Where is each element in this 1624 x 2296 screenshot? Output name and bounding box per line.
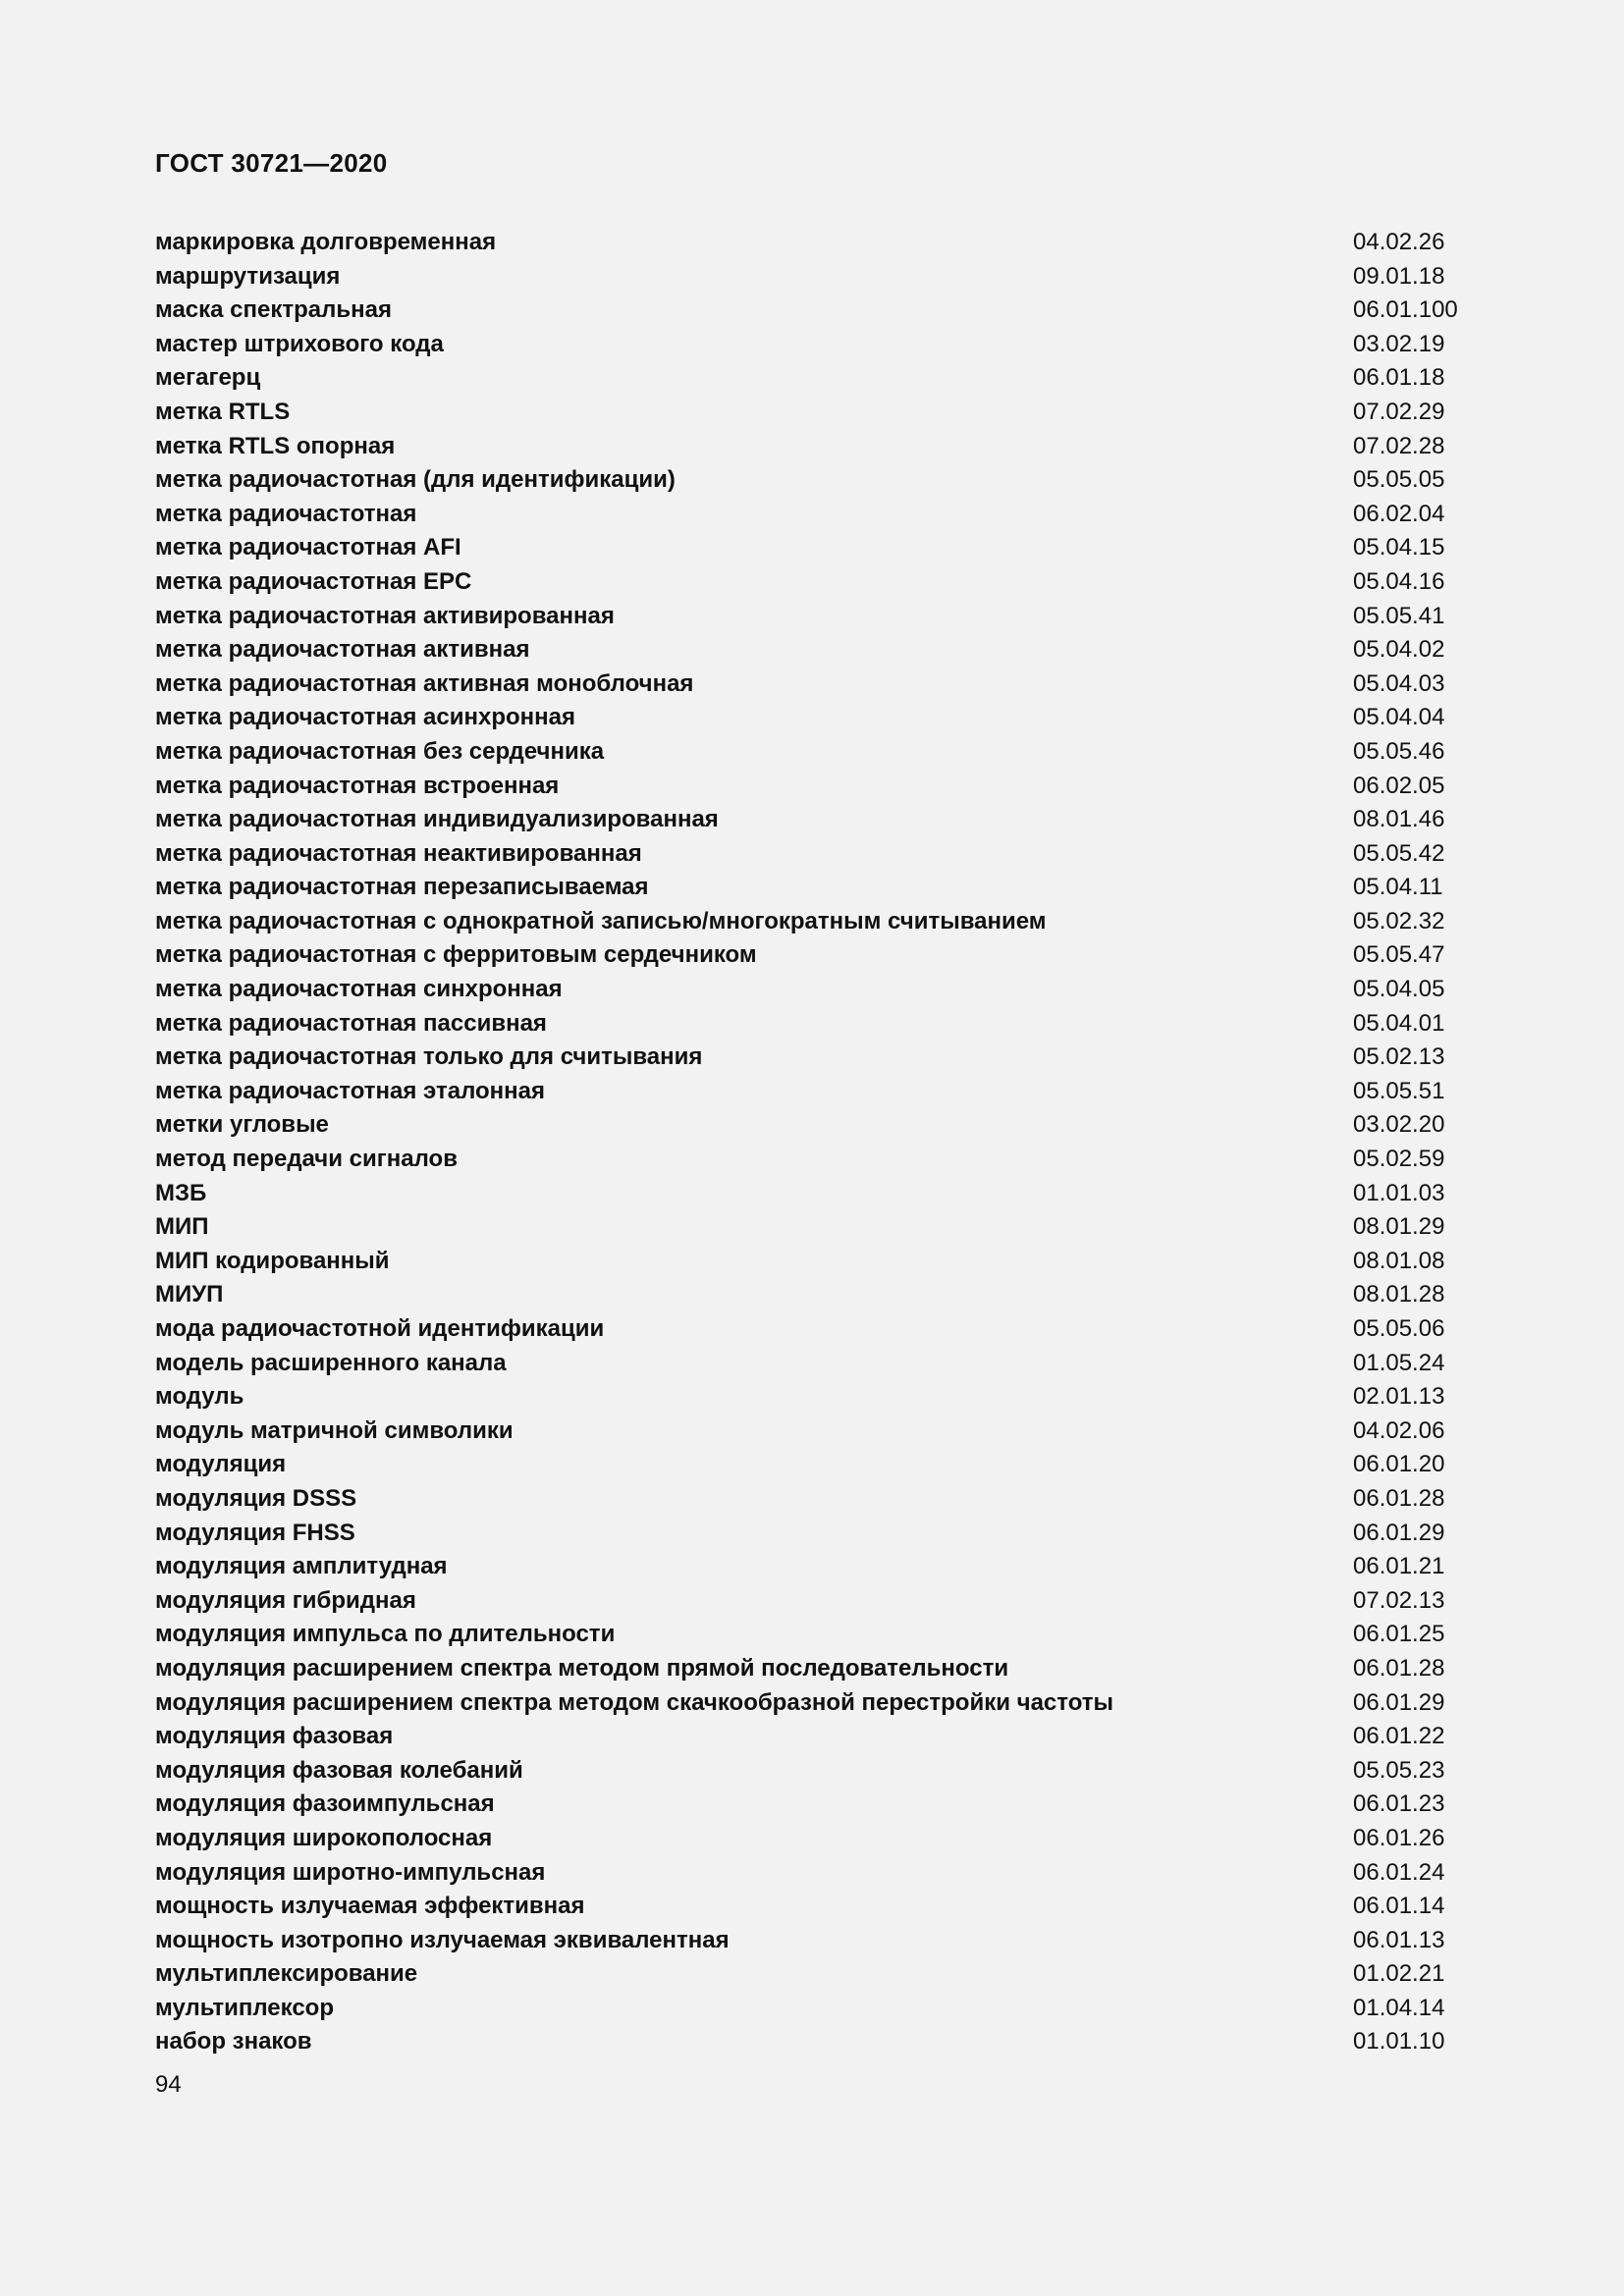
term-name: маркировка долговременная	[155, 229, 497, 255]
term-name: модуляция расширением спектра методом скачкообразной перестройки частоты	[155, 1688, 1114, 1716]
term-name: МИП	[155, 1213, 209, 1241]
term-name: модуляция фазоимпульсная	[155, 1790, 495, 1818]
term-code: 05.04.16	[1353, 567, 1445, 595]
term-name: метка радиочастотная перезаписываемая	[155, 874, 649, 901]
index-entry	[155, 973, 1471, 1007]
term-name: модуляция	[155, 1451, 287, 1478]
term-name: метка RTLS	[155, 398, 291, 425]
term-code: 05.05.46	[1353, 737, 1445, 765]
index-entry	[155, 294, 1471, 328]
term-code: 09.01.18	[1353, 262, 1445, 290]
index-entry	[155, 905, 1471, 939]
index-entry	[155, 938, 1471, 973]
term-code: 05.05.51	[1353, 1077, 1445, 1104]
index-entry	[155, 531, 1471, 565]
term-name: модуль	[155, 1383, 244, 1411]
term-code: 05.04.05	[1353, 976, 1445, 1003]
index-entry	[155, 396, 1471, 430]
index-entry	[155, 1720, 1471, 1754]
term-name: метка радиочастотная	[155, 500, 417, 527]
term-code: 08.01.46	[1353, 806, 1445, 833]
term-code: 01.01.03	[1353, 1179, 1445, 1206]
index-entry	[155, 1652, 1471, 1686]
term-code: 06.01.25	[1353, 1621, 1445, 1648]
index-entry	[155, 1347, 1471, 1381]
term-name: метка радиочастотная эталонная	[155, 1077, 545, 1104]
term-code: 06.01.18	[1353, 364, 1445, 392]
term-name: метка радиочастотная неактивированная	[155, 839, 642, 867]
index-entry	[155, 1788, 1471, 1822]
term-code: 05.04.04	[1353, 704, 1445, 731]
index-entry	[155, 871, 1471, 905]
index-entry	[155, 1618, 1471, 1652]
index-entry	[155, 430, 1471, 464]
index-entry	[155, 667, 1471, 702]
term-code: 05.05.41	[1353, 602, 1445, 629]
index-entry	[155, 600, 1471, 634]
term-code: 06.01.29	[1353, 1688, 1445, 1716]
term-code: 05.05.23	[1353, 1756, 1445, 1784]
index-entry	[155, 1007, 1471, 1041]
term-name: модуляция расширением спектра методом прямой последовательности	[155, 1654, 1009, 1682]
index-entry	[155, 633, 1471, 667]
term-code: 06.01.13	[1353, 1926, 1445, 1953]
index-entry	[155, 1686, 1471, 1721]
term-code: 06.01.24	[1353, 1858, 1445, 1886]
term-name: набор знаков	[155, 2028, 312, 2056]
term-code: 06.01.26	[1353, 1824, 1445, 1851]
index-entry	[155, 701, 1471, 735]
term-name: модуляция широтно-импульсная	[155, 1858, 546, 1886]
index-entry	[155, 1448, 1471, 1482]
term-name: метка радиочастотная активная	[155, 636, 530, 664]
index-entry	[155, 1177, 1471, 1211]
index-entry	[155, 770, 1471, 804]
index-entry	[155, 1856, 1471, 1891]
index-entry	[155, 1584, 1471, 1619]
term-name: метка радиочастотная AFI	[155, 534, 461, 561]
term-name: модуль матричной символики	[155, 1416, 514, 1444]
term-code: 06.01.14	[1353, 1893, 1445, 1920]
term-code: 05.05.05	[1353, 466, 1445, 494]
term-code: 06.01.21	[1353, 1553, 1445, 1580]
term-name: метка радиочастотная только для считывания	[155, 1043, 703, 1071]
term-code: 05.04.15	[1353, 534, 1445, 561]
term-name: мощность изотропно излучаемая эквивалентная	[155, 1926, 730, 1953]
term-code: 06.01.22	[1353, 1723, 1445, 1750]
term-name: метка радиочастотная синхронная	[155, 976, 563, 1003]
index-entry	[155, 1992, 1471, 2026]
document-header: ГОСТ 30721—2020	[155, 148, 388, 178]
term-code: 06.01.100	[1353, 296, 1458, 324]
index-entry	[155, 1754, 1471, 1789]
term-code: 06.01.23	[1353, 1790, 1445, 1818]
term-name: метка радиочастотная активная моноблочная	[155, 669, 694, 697]
index-entry	[155, 803, 1471, 837]
page-number: 94	[155, 2071, 182, 2098]
term-code: 07.02.28	[1353, 432, 1445, 459]
index-entry	[155, 226, 1471, 260]
index-entry	[155, 463, 1471, 498]
term-code: 05.04.02	[1353, 636, 1445, 664]
index-entry	[155, 1957, 1471, 1992]
term-code: 05.02.59	[1353, 1146, 1445, 1173]
index-entry	[155, 361, 1471, 396]
term-code: 05.02.13	[1353, 1043, 1445, 1071]
term-name: метка радиочастотная активированная	[155, 602, 615, 629]
index-entry	[155, 1380, 1471, 1415]
term-code: 04.02.26	[1353, 229, 1445, 255]
term-name: мощность излучаемая эффективная	[155, 1893, 585, 1920]
index-entry	[155, 1517, 1471, 1551]
term-name: метка радиочастотная индивидуализированная	[155, 806, 719, 833]
term-code: 05.04.01	[1353, 1009, 1445, 1037]
term-code: 05.04.11	[1353, 874, 1443, 901]
term-name: МИП кодированный	[155, 1247, 390, 1274]
index-entry	[155, 1924, 1471, 1958]
term-name: метка RTLS опорная	[155, 432, 396, 459]
term-name: мегагерц	[155, 364, 261, 392]
term-code: 05.05.42	[1353, 839, 1445, 867]
term-name: модуляция широкополосная	[155, 1824, 493, 1851]
index-entry	[155, 1482, 1471, 1517]
term-name: модуляция амплитудная	[155, 1553, 448, 1580]
term-code: 01.01.10	[1353, 2028, 1445, 2056]
term-name: метка радиочастотная асинхронная	[155, 704, 575, 731]
term-code: 08.01.28	[1353, 1281, 1445, 1308]
term-name: модуляция импульса по длительности	[155, 1621, 616, 1648]
index-entry	[155, 498, 1471, 532]
index-entry	[155, 1550, 1471, 1584]
term-name: метка радиочастотная без сердечника	[155, 737, 605, 765]
term-name: мультиплексор	[155, 1994, 335, 2021]
index-entry	[155, 1890, 1471, 1924]
term-name: модель расширенного канала	[155, 1349, 507, 1376]
index-entry	[155, 1108, 1471, 1143]
index-entry	[155, 1210, 1471, 1245]
term-name: метка радиочастотная с ферритовым сердечником	[155, 941, 757, 969]
term-name: метка радиочастотная пассивная	[155, 1009, 547, 1037]
term-code: 06.02.04	[1353, 500, 1445, 527]
term-code: 01.02.21	[1353, 1960, 1445, 1988]
term-code: 02.01.13	[1353, 1383, 1445, 1411]
term-name: метод передачи сигналов	[155, 1146, 458, 1173]
term-code: 06.02.05	[1353, 772, 1445, 799]
index-entry	[155, 328, 1471, 362]
index-entry	[155, 1041, 1471, 1075]
index-entry	[155, 2025, 1471, 2059]
term-name: мода радиочастотной идентификации	[155, 1315, 605, 1342]
term-code: 08.01.08	[1353, 1247, 1445, 1274]
term-code: 03.02.19	[1353, 330, 1445, 357]
term-code: 05.04.03	[1353, 669, 1445, 697]
index-entry	[155, 1822, 1471, 1856]
term-name: МЗБ	[155, 1179, 207, 1206]
term-name: мультиплексирование	[155, 1960, 418, 1988]
term-code: 07.02.13	[1353, 1586, 1445, 1614]
term-name: модуляция гибридная	[155, 1586, 416, 1614]
term-code: 06.01.20	[1353, 1451, 1445, 1478]
index-entry	[155, 1075, 1471, 1109]
term-name: метки угловые	[155, 1111, 329, 1139]
term-name: модуляция фазовая колебаний	[155, 1756, 523, 1784]
term-code: 07.02.29	[1353, 398, 1445, 425]
term-code: 06.01.28	[1353, 1484, 1445, 1512]
index-entry	[155, 260, 1471, 294]
index-entry	[155, 1245, 1471, 1279]
term-name: маршрутизация	[155, 262, 341, 290]
term-code: 06.01.28	[1353, 1654, 1445, 1682]
term-name: модуляция DSSS	[155, 1484, 357, 1512]
term-code: 04.02.06	[1353, 1416, 1445, 1444]
index-entry	[155, 1312, 1471, 1347]
term-code: 01.05.24	[1353, 1349, 1445, 1376]
term-name: метка радиочастотная встроенная	[155, 772, 560, 799]
term-name: мастер штрихового кода	[155, 330, 444, 357]
index-entry	[155, 837, 1471, 872]
term-name: метка радиочастотная с однократной записью/многократным считыванием	[155, 907, 1047, 934]
term-index-list	[155, 226, 1471, 2059]
term-name: МИУП	[155, 1281, 224, 1308]
term-code: 05.05.47	[1353, 941, 1445, 969]
term-code: 05.02.32	[1353, 907, 1445, 934]
index-entry	[155, 1278, 1471, 1312]
term-name: модуляция фазовая	[155, 1723, 394, 1750]
term-code: 08.01.29	[1353, 1213, 1445, 1241]
term-code: 05.05.06	[1353, 1315, 1445, 1342]
index-entry	[155, 1143, 1471, 1177]
term-code: 06.01.29	[1353, 1519, 1445, 1546]
index-entry	[155, 1415, 1471, 1449]
term-name: модуляция FHSS	[155, 1519, 355, 1546]
term-name: метка радиочастотная (для идентификации)	[155, 466, 676, 494]
index-entry	[155, 735, 1471, 770]
term-name: метка радиочастотная EPC	[155, 567, 472, 595]
term-code: 01.04.14	[1353, 1994, 1445, 2021]
index-entry	[155, 565, 1471, 600]
term-name: маска спектральная	[155, 296, 392, 324]
term-code: 03.02.20	[1353, 1111, 1445, 1139]
